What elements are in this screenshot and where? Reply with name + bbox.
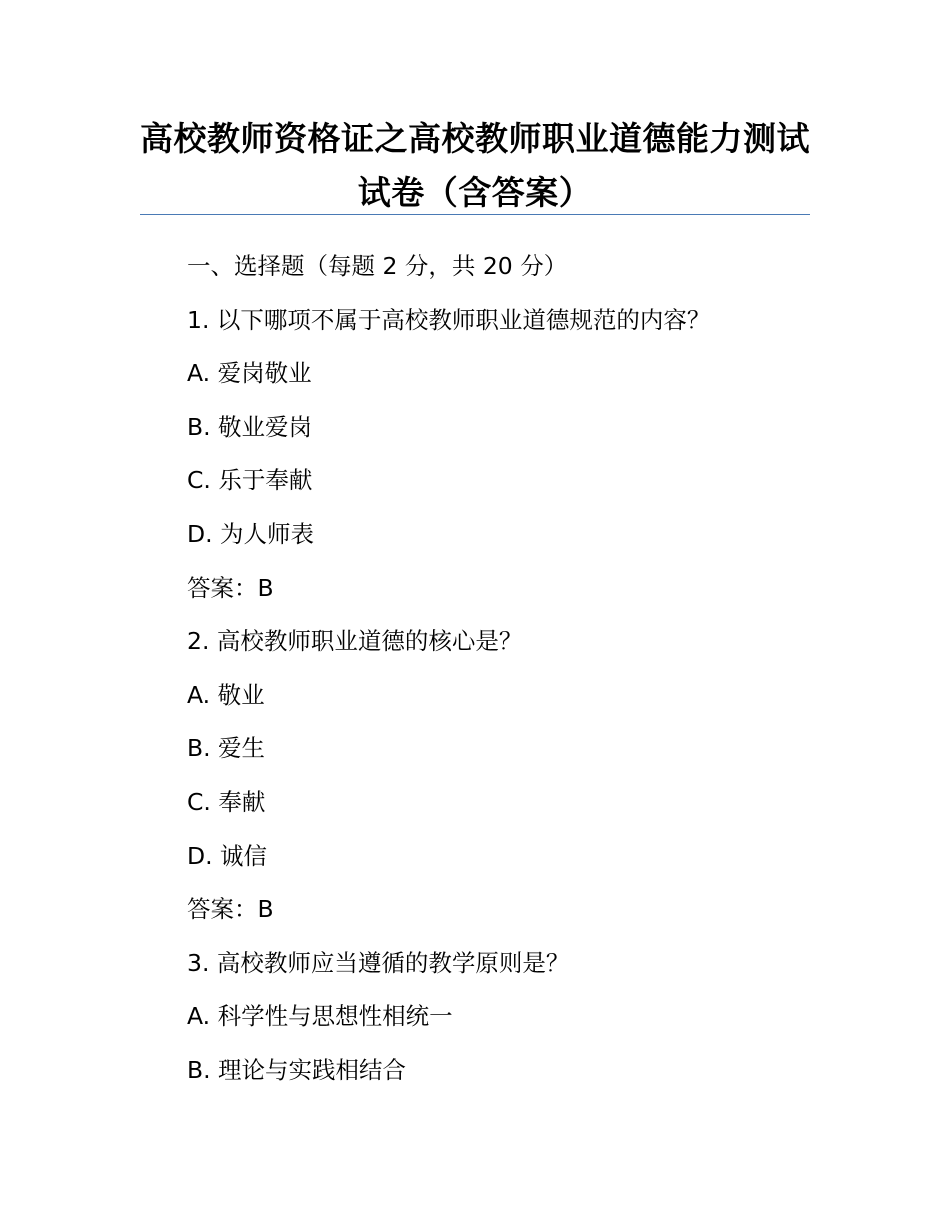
option-a: A. 敬业 [187, 680, 265, 709]
option-a: A. 科学性与思想性相统一 [187, 1002, 453, 1031]
question-stem: 1. 以下哪项不属于高校教师职业道德规范的内容？ [187, 305, 711, 334]
question-3 [187, 937, 827, 1098]
question-stem: 3. 高校教师应当遵循的教学原则是？ [187, 948, 570, 977]
option-a: A. 爱岗敬业 [187, 359, 312, 388]
option-c: C. 乐于奉献 [187, 466, 313, 495]
section-heading: 一、选择题（每题 2 分，共 20 分） [187, 252, 568, 280]
question-2 [187, 615, 827, 937]
question-1 [187, 294, 827, 616]
option-d: D. 为人师表 [187, 519, 315, 548]
answer: 答案：B [187, 895, 274, 924]
option-c: C. 奉献 [187, 787, 266, 816]
document-title: 高校教师资格证之高校教师职业道德能力测试试卷（含答案） [140, 119, 810, 212]
document-body [187, 240, 827, 1098]
answer: 答案：B [187, 573, 274, 602]
option-d: D. 诚信 [187, 841, 268, 870]
option-b: B. 爱生 [187, 734, 266, 763]
question-stem: 2. 高校教师职业道德的核心是？ [187, 627, 523, 656]
option-b: B. 理论与实践相结合 [187, 1055, 407, 1084]
option-b: B. 敬业爱岗 [187, 412, 313, 441]
title-underline [140, 214, 810, 215]
